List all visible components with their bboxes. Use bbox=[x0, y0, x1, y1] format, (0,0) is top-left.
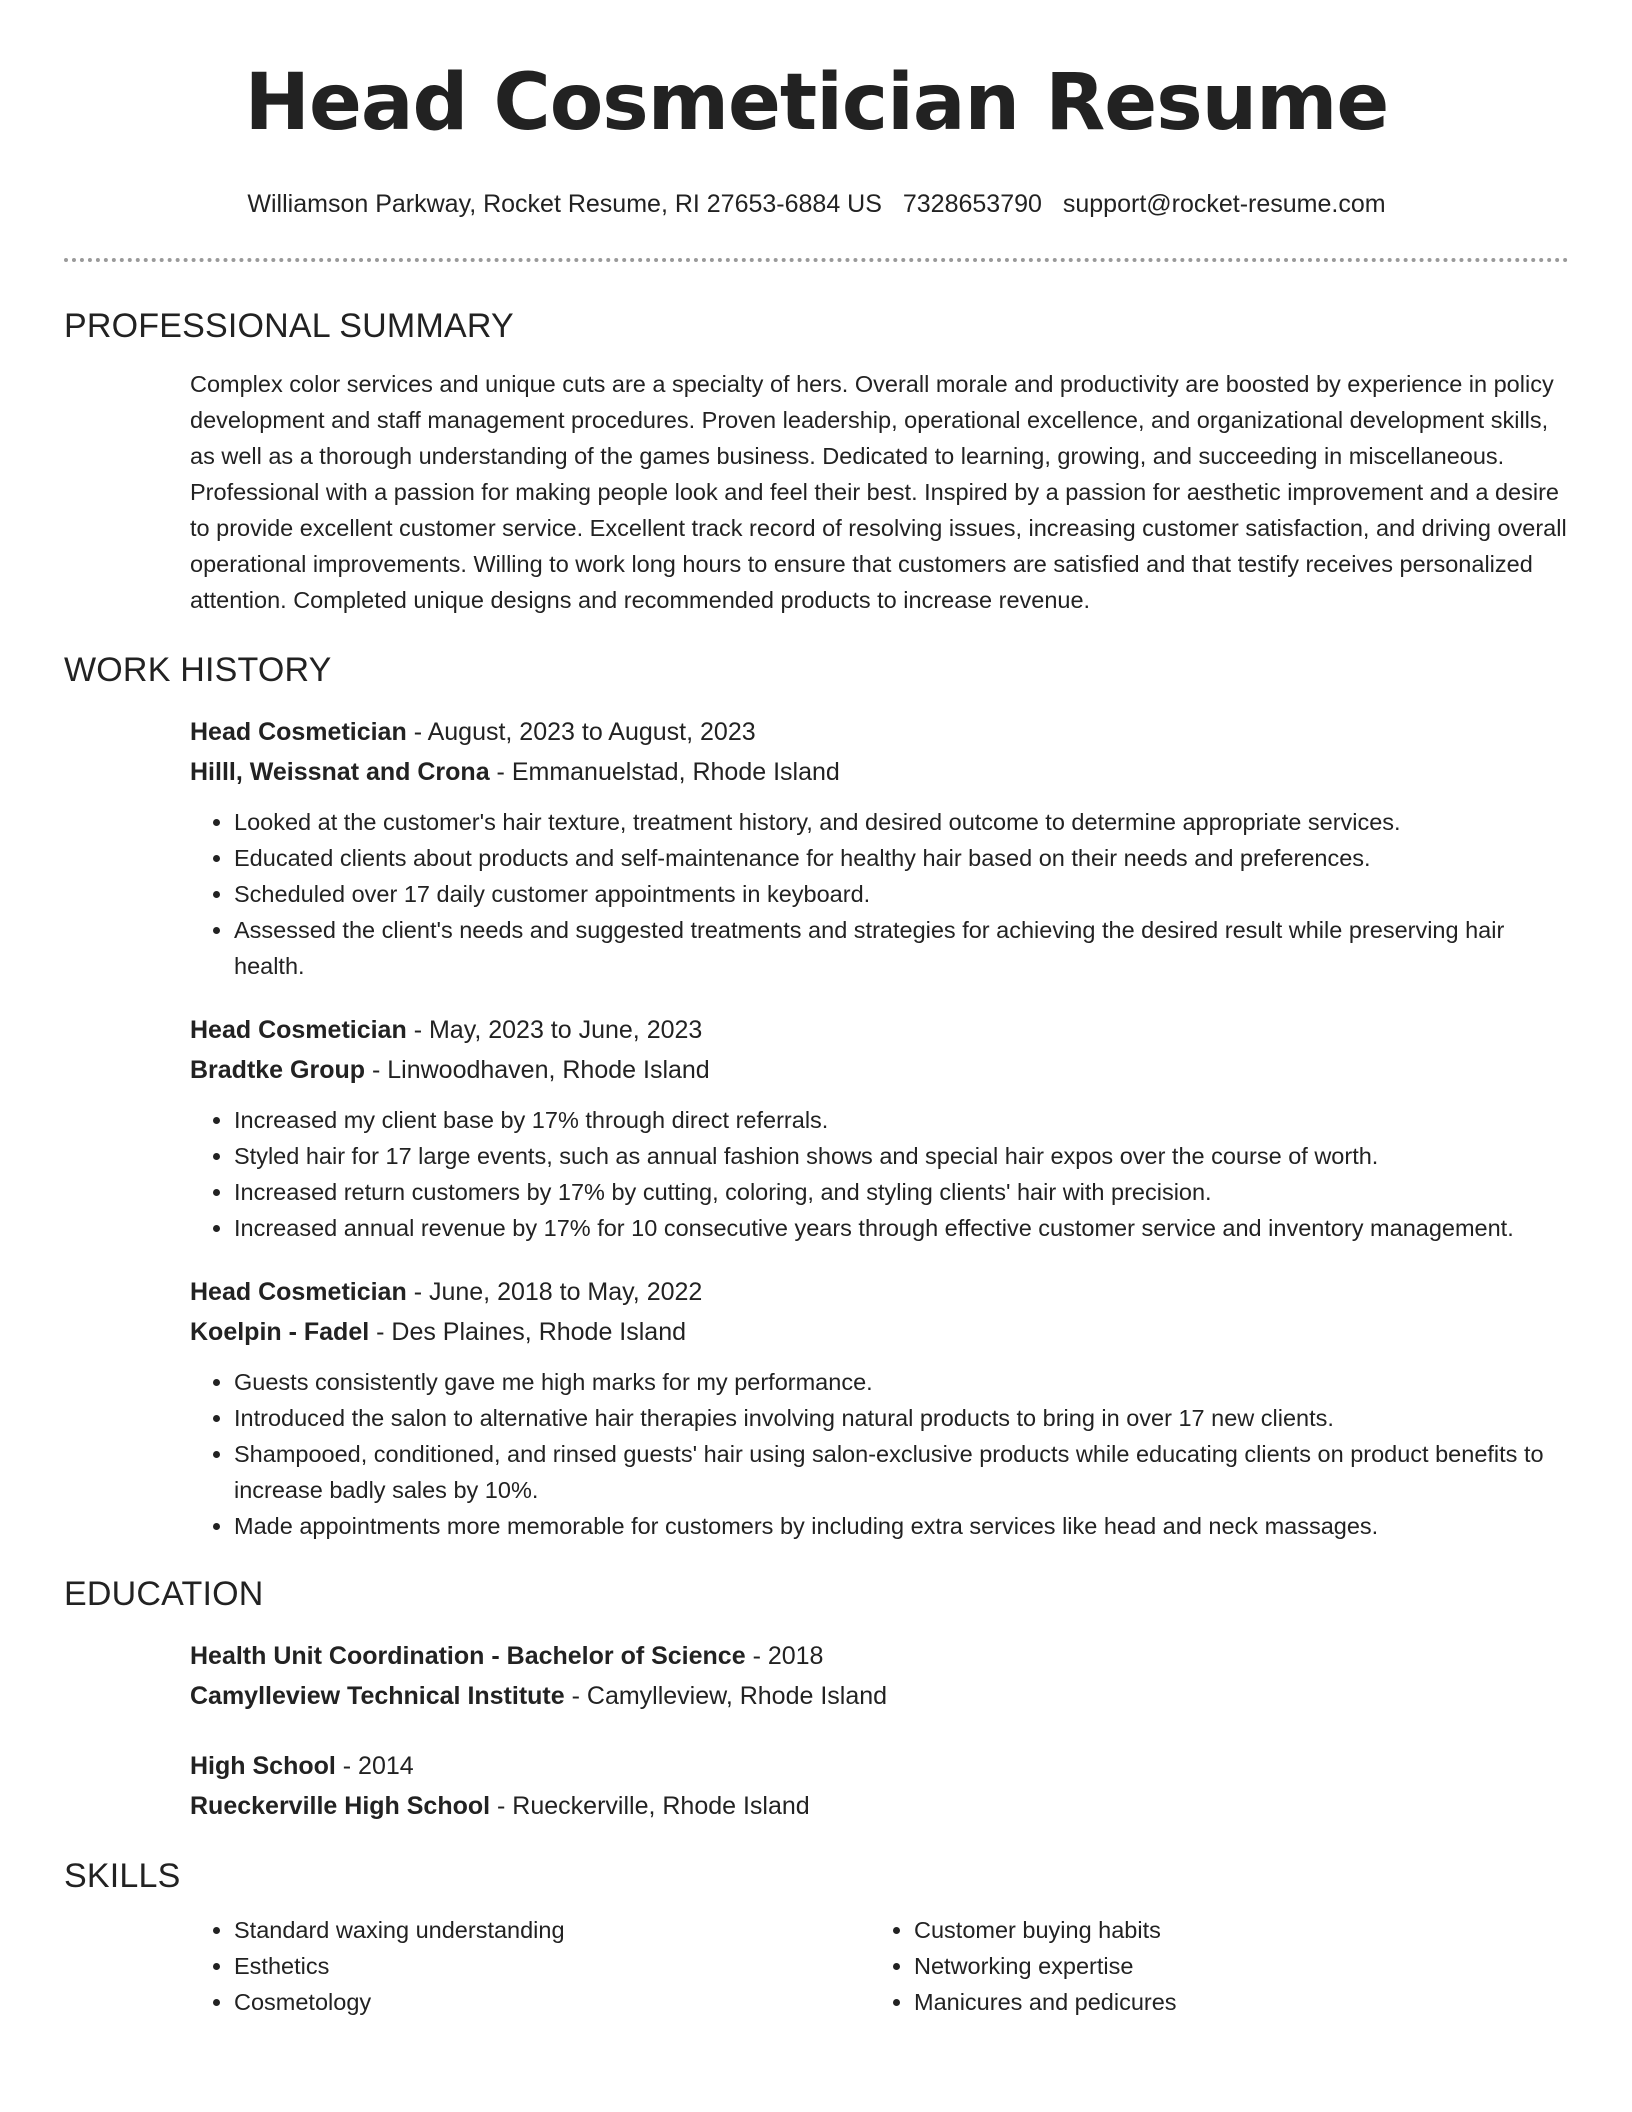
skill-item: • Customer buying habits bbox=[914, 1912, 1550, 1948]
skills-column-right bbox=[870, 1912, 1550, 2020]
skill-item: • Manicures and pedicures bbox=[914, 1984, 1550, 2020]
job-company: Koelpin - Fadel bbox=[190, 1318, 370, 1346]
job-title: Head Cosmetician bbox=[190, 718, 407, 746]
contact-address: Williamson Parkway, Rocket Resume, RI 27653-6884 US bbox=[247, 190, 882, 218]
job-bullet: • Increased return customers by 17% by cutting, coloring, and styling clients' hair with precision. bbox=[234, 1174, 1569, 1210]
contact-phone: 7328653790 bbox=[902, 190, 1042, 218]
job-bullet: • Assessed the client's needs and suggested treatments and strategies for achieving the desired result while preserving hair health. bbox=[234, 912, 1569, 984]
job-location: - Emmanuelstad, Rhode Island bbox=[489, 758, 840, 786]
job-location: - Des Plaines, Rhode Island bbox=[369, 1318, 687, 1346]
work-history-section bbox=[64, 650, 1569, 1544]
education-location: - Rueckerville, Rhode Island bbox=[490, 1792, 810, 1820]
job-bullet: • Educated clients about products and self-maintenance for healthy hair based on their needs and preferences. bbox=[234, 840, 1569, 876]
job-company-line bbox=[190, 1050, 1569, 1090]
education-school-line bbox=[190, 1786, 1569, 1826]
header-divider bbox=[64, 258, 1569, 262]
education-degree-line bbox=[190, 1636, 1569, 1676]
job-entry bbox=[190, 1272, 1569, 1544]
education-school: Rueckerville High School bbox=[190, 1792, 491, 1820]
job-bullets bbox=[190, 1364, 1569, 1544]
education-school: Camylleview Technical Institute bbox=[190, 1682, 565, 1710]
summary-text: Complex color services and unique cuts are a specialty of hers. Overall morale and productivity are boosted by experience in policy development and staff management procedures. Proven leadership, operational excellence, and organizational development skills, as well as a thorough understanding of the games business. Dedicated to learning, growing, and succeeding in miscellaneous. Professional with a passion for making people look and feel their best. Inspired by a passion for aesthetic improvement and a desire to provide excellent customer service. Excellent track record of resolving issues, increasing customer satisfaction, and driving overall operational improvements. Willing to work long hours to ensure that customers are satisfied and that testify receives personalized attention. Completed unique designs and recommended products to increase revenue. bbox=[190, 371, 1567, 613]
education-school-line bbox=[190, 1676, 1569, 1716]
skill-item: • Cosmetology bbox=[234, 1984, 870, 2020]
education-degree: Health Unit Coordination - Bachelor of Science bbox=[190, 1642, 746, 1670]
job-title: Head Cosmetician bbox=[190, 1016, 407, 1044]
skills-list bbox=[190, 1912, 870, 2020]
job-entry bbox=[190, 1010, 1569, 1246]
education-degree-line bbox=[190, 1746, 1569, 1786]
job-bullet: • Scheduled over 17 daily customer appointments in keyboard. bbox=[234, 876, 1569, 912]
education-degree: High School bbox=[190, 1752, 336, 1780]
job-title-line bbox=[190, 1010, 1569, 1050]
job-dates: - August, 2023 to August, 2023 bbox=[406, 718, 756, 746]
skills-list bbox=[870, 1912, 1550, 2020]
skill-item: • Standard waxing understanding bbox=[234, 1912, 870, 1948]
skills-grid bbox=[190, 1912, 1569, 2020]
job-title-line bbox=[190, 1272, 1569, 1312]
job-company: Bradtke Group bbox=[190, 1056, 366, 1084]
education-year: - 2018 bbox=[745, 1642, 824, 1670]
job-company-line bbox=[190, 752, 1569, 792]
contact-email: support@rocket-resume.com bbox=[1062, 190, 1386, 218]
job-bullet: • Styled hair for 17 large events, such as annual fashion shows and special hair expos over the course of worth. bbox=[234, 1138, 1569, 1174]
job-company-line bbox=[190, 1312, 1569, 1352]
education-section bbox=[64, 1574, 1569, 1826]
education-year: - 2014 bbox=[335, 1752, 414, 1780]
education-entry bbox=[190, 1636, 1569, 1716]
job-location: - Linwoodhaven, Rhode Island bbox=[365, 1056, 710, 1084]
skills-section bbox=[64, 1856, 1569, 2020]
skills-column-left bbox=[190, 1912, 870, 2020]
summary-section bbox=[64, 306, 1569, 618]
job-bullet: • Increased my client base by 17% through direct referrals. bbox=[234, 1102, 1569, 1138]
job-title: Head Cosmetician bbox=[190, 1278, 407, 1306]
education-location: - Camylleview, Rhode Island bbox=[564, 1682, 888, 1710]
education-entry bbox=[190, 1746, 1569, 1826]
education-heading: EDUCATION bbox=[64, 1575, 264, 1613]
job-dates: - May, 2023 to June, 2023 bbox=[406, 1016, 703, 1044]
job-bullet: • Increased annual revenue by 17% for 10 consecutive years through effective customer service and inventory management. bbox=[234, 1210, 1569, 1246]
resume-page bbox=[64, 0, 1569, 2020]
job-bullets bbox=[190, 804, 1569, 984]
skill-item: • Networking expertise bbox=[914, 1948, 1550, 1984]
work-history-heading: WORK HISTORY bbox=[64, 651, 332, 689]
job-bullet: • Introduced the salon to alternative hair therapies involving natural products to bring in over 17 new clients. bbox=[234, 1400, 1569, 1436]
job-dates: - June, 2018 to May, 2022 bbox=[406, 1278, 703, 1306]
job-company: Hilll, Weissnat and Crona bbox=[190, 758, 490, 786]
resume-title: Head Cosmetician Resume bbox=[244, 58, 1389, 148]
job-bullet: • Guests consistently gave me high marks for my performance. bbox=[234, 1364, 1569, 1400]
job-bullet: • Shampooed, conditioned, and rinsed guests' hair using salon-exclusive products while educating clients on product benefits to increase badly sales by 10%. bbox=[234, 1436, 1569, 1508]
skills-heading: SKILLS bbox=[64, 1857, 181, 1895]
job-bullets bbox=[190, 1102, 1569, 1246]
job-bullet: • Made appointments more memorable for customers by including extra services like head and neck massages. bbox=[234, 1508, 1569, 1544]
job-bullet: • Looked at the customer's hair texture, treatment history, and desired outcome to determine appropriate services. bbox=[234, 804, 1569, 840]
skill-item: • Esthetics bbox=[234, 1948, 870, 1984]
job-entry bbox=[190, 712, 1569, 984]
job-title-line bbox=[190, 712, 1569, 752]
summary-heading: PROFESSIONAL SUMMARY bbox=[64, 307, 514, 345]
contact-line bbox=[64, 188, 1569, 220]
